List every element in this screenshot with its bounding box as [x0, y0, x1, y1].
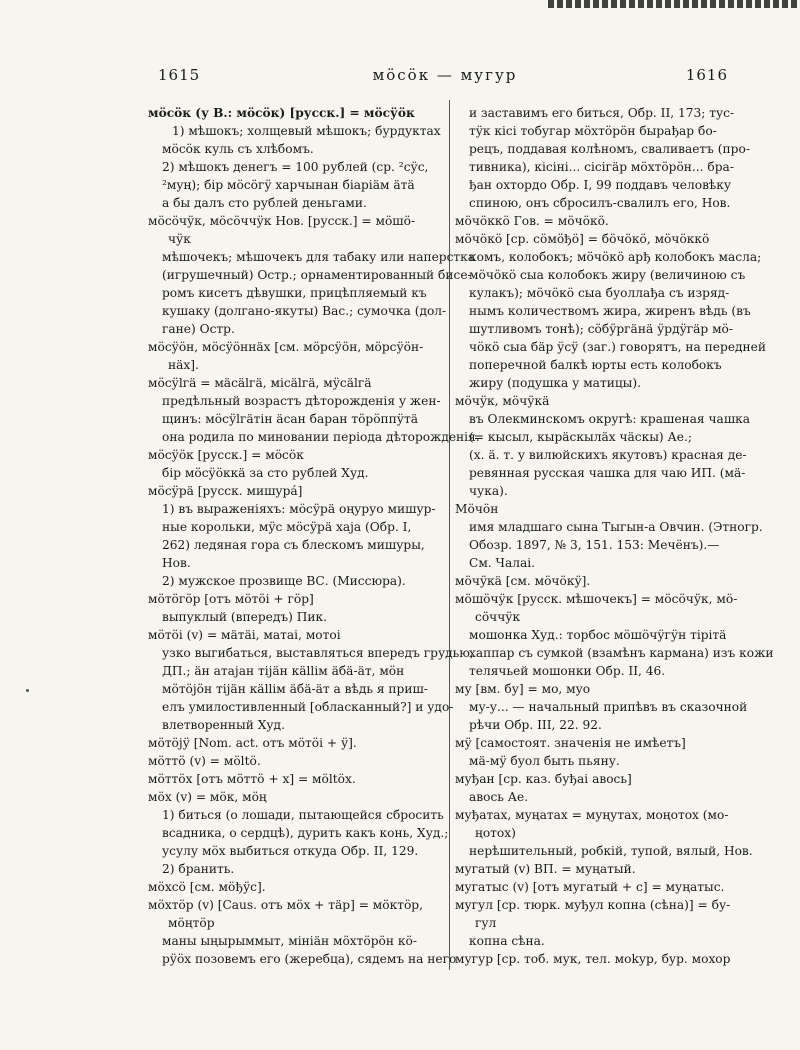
running-head: мӧсӧк — мугур	[372, 66, 518, 84]
entry-text-line: 2) бранить.	[162, 862, 235, 876]
entry-text-line: (игрушечный) Остр.; орнаментированный бисе-	[162, 268, 472, 282]
entry-text-line: щинъ: мӧсӱlгäтiн äсан баран тӧрӧппӱтä	[162, 412, 418, 426]
entry-text-line: нäх].	[168, 358, 199, 372]
entry-headword-line: мӧтӧгӧр [отъ мӧтӧi + гӧр]	[148, 592, 314, 606]
entry-headword-line: мӧхсӧ [см. мӧђӱс].	[148, 880, 266, 894]
entry-text-line: ревянная русская чашка для чаю ИП. (мä-	[469, 466, 746, 480]
entry-text-line: тӱк кісі тобугар мӧхтӧрӧн бырађар бо-	[469, 124, 717, 138]
entry-text-line: тивника), кісiнi... сiсiгäр мӧхтӧрӧн... бра-	[469, 160, 734, 174]
entry-text-line: мӧңтӧр	[168, 916, 215, 930]
entry-text-line: нымъ количествомъ жира, жиренъ вѣдь (въ	[469, 304, 751, 318]
entry-text-line: ңотох)	[475, 826, 516, 840]
entry-text-line: ђан охтордо Обр. I, 99 поддавъ человѣку	[469, 178, 732, 192]
entry-text-line: поперечной балкѣ юрты есть колобокъ	[469, 358, 722, 372]
entry-text-line: кулакъ); мӧчӧкӧ сыа буоллађа съ изряд-	[469, 286, 730, 300]
entry-text-line: мӧчӧкӧ сыа колобокъ жиру (величиною съ	[469, 268, 746, 282]
entry-headword-line: мӧчӱкä [см. мӧчӧкӱ].	[455, 574, 591, 588]
entry-text-line: въ Олекминскомъ округѣ: крашеная чашка	[469, 412, 751, 426]
entry-text-line: шутливомъ тонѣ); сӧбӱргäнä ӱрдӱгäр мӧ-	[469, 322, 734, 336]
entry-text-line: комъ, колобокъ; мӧчӧкӧ арђ колобокъ масла;	[469, 250, 762, 264]
entry-headword-line: му [вм. бу] = мо, муо	[455, 682, 591, 696]
page-header	[150, 66, 740, 86]
entry-text-line: рѣчи Обр. III, 22. 92.	[469, 718, 602, 732]
entry-text-line: а бы далъ сто рублей деньгами.	[162, 196, 367, 210]
entry-text-line: спиною, онъ сбросилъ-свалилъ его, Нов.	[469, 196, 731, 210]
entry-headword-line: мӧсӧчӱк, мӧсӧччӱк Нов. [русск.] = мӧшӧ-	[148, 214, 416, 228]
entry-text-line: сӧччӱк	[475, 610, 521, 624]
entry-text-line: узко выгибаться, выставляться впередъ грудью,	[162, 646, 474, 660]
entry-text-line: мошонка Худ.: торбос мӧшӧчӱгӱн тiрiтä	[469, 628, 727, 642]
entry-text-line: маны ыңырыммыт, мiнiäн мӧхтӧрӧн кӧ-	[162, 934, 417, 948]
entry-headword-line: муђан [ср. каз. буђаі авось]	[455, 772, 632, 786]
entry-headword-line: мугур [ср. тоб. мук, тел. моkур, бур. мохор	[455, 952, 731, 966]
entry-text-line: чука).	[469, 484, 508, 498]
entry-text-line: мѣшочекъ; мѣшочекъ для табаку или наперстка	[162, 250, 476, 264]
entry-text-line: Обозр. 1897, № 3, 151. 153: Мечёнъ).—	[469, 538, 720, 552]
entry-text-line: См. Чалаі.	[469, 556, 536, 570]
entry-text-line: чӱк	[168, 232, 191, 246]
entry-headword-line: мӧшӧчӱк [русск. мѣшочекъ] = мӧсӧчӱк, мӧ-	[455, 592, 738, 606]
entry-headword-line: мугул [ср. тюрк. муђул копна (сѣна)] = бу-	[455, 898, 731, 912]
entry-text-line: всадника, о сердцѣ), дурить какъ конь, Худ.;	[162, 826, 449, 840]
entry-text-line: имя младшаго сына Тыгын-а Овчин. (Этногр.	[469, 520, 763, 534]
entry-text-line: 1) въ выраженіяхъ: мӧсӱрä оңуруо мишур-	[162, 502, 436, 516]
page-number-left: 1615	[158, 66, 201, 84]
entry-headword-line: мӧсӱlгä = мäсälгä, мiсälгä, мӱсälгä	[148, 376, 372, 390]
entry-headword-line: Мӧчӧн	[455, 502, 499, 516]
entry-text-line: 262) ледяная гора съ блескомъ мишуры,	[162, 538, 425, 552]
entry-headword-line: мӧхтӧр (v) [Caus. отъ мӧх + тäр] = мӧктӧр,	[148, 898, 423, 912]
entry-text-line: мӧтӧјӧн тiјäн кällім äбä-äт а вѣдь я приш-	[162, 682, 428, 696]
entry-headword-line: мӧчӱк, мӧчӱкä	[455, 394, 550, 408]
entry-text-line: усулу мӧх выбиться откуда Обр. II, 129.	[162, 844, 419, 858]
entry-text-line: рецъ, поддавая колѣномъ, сваливаетъ (про-	[469, 142, 750, 156]
entry-text-line: ные корольки, мӱс мӧсӱрä хаја (Обр. I,	[162, 520, 412, 534]
entry-headword-line: мӧсӧк (у В.: мӧсӧк) [русск.] = мӧсӱӧк	[148, 106, 415, 120]
column-divider	[449, 100, 450, 970]
entry-headword-line: муђатах, муңатах = муңутах, моңотох (мо-	[455, 808, 729, 822]
entry-text-line: Нов.	[162, 556, 191, 570]
entry-text-line: влетворенный Худ.	[162, 718, 285, 732]
entry-text-line: гул	[475, 916, 497, 930]
entry-text-line: (= кысыл, кырäскылäх чäскы) Ае.;	[469, 430, 692, 444]
entry-headword-line: мӱ [самостоят. значенія не имѣетъ]	[455, 736, 686, 750]
entry-text-line: нерѣшительный, робкій, тупой, вялый, Нов.	[469, 844, 753, 858]
entry-text-line: гане) Остр.	[162, 322, 235, 336]
right-column	[455, 104, 774, 968]
entry-text-line: ДП.; äн атајан тiјäн кällім äбä-äт, мӧн	[162, 664, 405, 678]
entry-text-line: и заставимъ его биться, Обр. II, 173; тус-	[469, 106, 735, 120]
entry-headword-line: мӧттӧх [отъ мӧттӧ + х] = мӧltӧх.	[148, 772, 356, 786]
entry-headword-line: мӧтӧјӱ [Nom. act. отъ мӧтӧi + ӱ].	[148, 736, 357, 750]
entry-headword-line: мӧх (v) = мӧк, мӧң	[148, 790, 267, 804]
entry-text-line: предѣльный возрастъ дѣторожденія у жен-	[162, 394, 441, 408]
entry-text-line: 1) мѣшокъ; холщевый мѣшокъ; бурдуктах	[172, 124, 441, 138]
entry-text-line: бір мӧсӱӧккä за сто рублей Худ.	[162, 466, 369, 480]
entry-text-line: кушаку (долгано-якуты) Вас.; сумочка (дол-	[162, 304, 447, 318]
entry-text-line: елъ умилостивленный [обласканный?] и удо-	[162, 700, 454, 714]
entry-text-line: мä-мӱ буол быть пьяну.	[469, 754, 620, 768]
entry-text-line: (х. ä. т. у вилюйскихъ якутовъ) красная де-	[469, 448, 747, 462]
entry-text-line: авось Ае.	[469, 790, 529, 804]
page-number-right: 1616	[685, 66, 728, 84]
entry-headword-line: мугатый (v) ВП. = муңатый.	[455, 862, 636, 876]
entry-text-line: жиру (подушка у матицы).	[469, 376, 641, 390]
entry-headword-line: мӧсӱӧк [русск.] = мӧсӧк	[148, 448, 304, 462]
entry-text-line: му-у... — начальный припѣвъ въ сказочной	[469, 700, 748, 714]
entry-headword-line: мӧсӱрä [русск. мишурá]	[148, 484, 303, 498]
entry-text-line: рӱӧх позовемъ его (жеребца), сядемъ на него	[162, 952, 457, 966]
entry-text-line: хаппар съ сумкой (взамѣнъ кармана) изъ кожи	[469, 646, 774, 660]
entry-text-line: 2) мужское прозвище ВС. (Миссюра).	[162, 574, 406, 588]
entry-headword-line: мӧчӧккӧ Гов. = мӧчӧкӧ.	[455, 214, 609, 228]
entry-text-line: ромъ кисетъ дѣвушки, прицѣпляемый къ	[162, 286, 427, 300]
entry-headword-line: мугатыс (v) [отъ мугатый + с] = муңатыс.	[455, 880, 725, 894]
entry-headword-line: мӧттӧ (v) = мӧltӧ.	[148, 754, 261, 768]
entry-headword-line: мӧсӱӧн, мӧсӱӧннäх [см. мӧрсӱӧн, мӧрсӱӧн-	[148, 340, 424, 354]
entry-text-line: выпуклый (впередъ) Пик.	[162, 610, 328, 624]
entry-text-line: 1) биться (о лошади, пытающейся сбросить	[162, 808, 444, 822]
entry-text-line: 2) мѣшокъ денегъ = 100 рублей (ср. ²сӱс,	[162, 160, 429, 174]
scan-speck	[26, 689, 29, 692]
entry-text-line: она родила по миновании періода дѣторожденія.	[162, 430, 480, 444]
scan-edge-strip	[548, 0, 800, 8]
entry-text-line: телячьей мошонки Обр. II, 46.	[469, 664, 666, 678]
entry-text-line: копна сѣна.	[469, 934, 545, 948]
entry-text-line: ²муң); бір мӧсӧгӱ харчынан бiарiäм äтä	[162, 178, 415, 192]
entry-text-line: чӧкӧ сыа бäр ӱсӱ (заг.) говорятъ, на передней	[469, 340, 766, 354]
entry-headword-line: мӧтӧi (v) = мäтäi, матаі, мотоі	[148, 628, 341, 642]
entry-headword-line: мӧчӧкӧ [ср. сӧмӧђӧ] = бӧчӧкӧ, мӧчӧккӧ	[455, 232, 710, 246]
entry-text-line: мӧсӧк куль съ хлѣбомъ.	[162, 142, 314, 156]
